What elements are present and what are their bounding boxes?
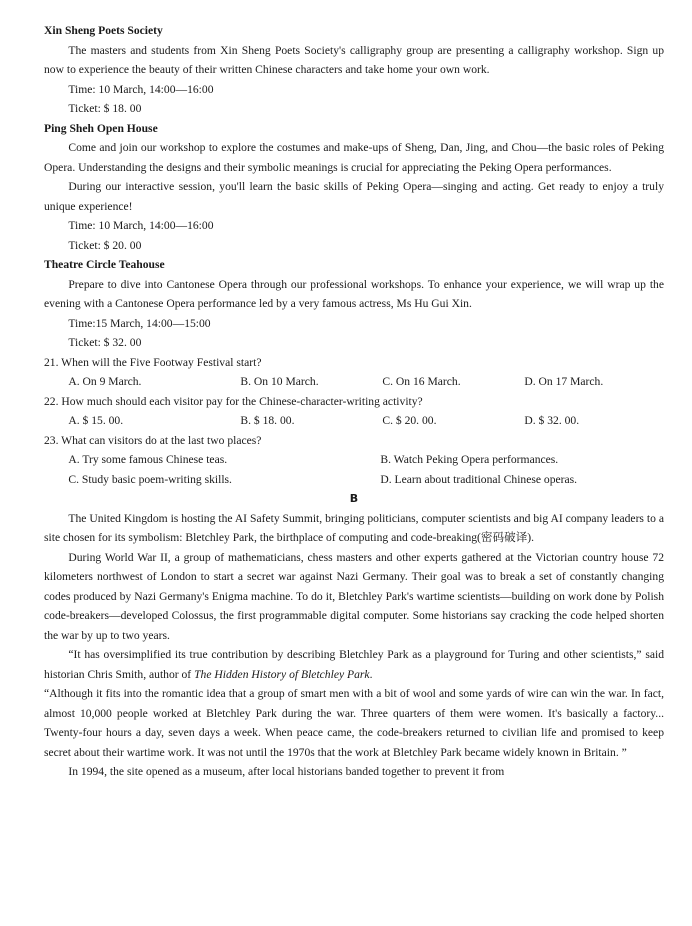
option: C. On 16 March.	[382, 375, 461, 388]
section-title: Ping Sheh Open House	[44, 121, 158, 135]
option: A. On 9 March.	[68, 375, 142, 388]
option: D. $ 32. 00.	[524, 414, 580, 427]
event-ticket: Ticket: $ 18. 00	[68, 102, 142, 115]
option: B. Watch Peking Opera performances.	[380, 453, 559, 466]
paragraph: The United Kingdom is hosting the AI Safety Summit, bringing politicians, computer scientists and big AI company leaders to a site chosen for its symbolism: Bletchley Park, the birthplace of computing and code-breaking(密码破译).	[44, 511, 664, 544]
option: B. On 10 March.	[240, 375, 319, 388]
question-options	[44, 372, 664, 392]
section-title: Xin Sheng Poets Society	[44, 24, 163, 37]
event-time: Time:15 March, 14:00—15:00	[68, 316, 211, 330]
quote-text: “It has oversimplified its true contribution by describing Bletchley Park as a playground for Turing and other scientists,” said historian Chris Smith, author of	[44, 648, 664, 681]
question-options	[44, 450, 664, 489]
event-time: Time: 10 March, 14:00—16:00	[68, 219, 214, 232]
option: B. $ 18. 00.	[240, 414, 295, 427]
option: C. $ 20. 00.	[382, 414, 437, 427]
paragraph: Prepare to dive into Cantonese Opera through our professional workshops. To enhance your experience, we will wrap up the evening with a Cantonese Opera performance led by a very famous actress, Ms Hu Gui Xin.	[44, 277, 664, 310]
question-stem: 22. How much should each visitor pay for the Chinese-character-writing activity?	[44, 394, 423, 408]
paragraph: The masters and students from Xin Sheng Poets Society's calligraphy group are presenting a calligraphy workshop. Sign up now to experience the beauty of their written Chinese characters and take home your own work.	[44, 43, 664, 76]
paragraph: “Although it fits into the romantic idea that a group of smart men with a bit of wool and some yards of wire can win the war. In fact, almost 10,000 people worked at Bletchley Park during the war. Three quarters of them were women. It's basically a factory... Twenty-four hours a day, seven days a week. When peace came, the code-breakers returned to civilian life and promised to keep secret about their wartime work. It was not until the 1970s that the work at Bletchley Park became widely known in Britain. ”	[44, 687, 664, 759]
question-options	[44, 411, 664, 431]
event-ticket: Ticket: $ 32. 00	[68, 336, 142, 349]
question-stem: 23. What can visitors do at the last two places?	[44, 433, 262, 447]
paragraph: In 1994, the site opened as a museum, after local historians banded together to prevent it from	[68, 765, 505, 778]
option: D. Learn about traditional Chinese operas.	[380, 472, 578, 486]
event-time: Time: 10 March, 14:00—16:00	[68, 82, 214, 96]
paragraph: During World War II, a group of mathematicians, chess masters and other experts gathered at the Victorian country house 72 kilometers northwest of London to start a secret war against Nazi Germany. Their goal was to break a set of constantly changing codes produced by Nazi Germany's Enigma machine. To do it, Bletchley Park's wartime scientists—building on work done by Polish code-breakers—developed Colossus, the first programmable digital computer. Some historians say cracking the code helped shorten the war by up to two years.	[44, 550, 664, 642]
option: A. Try some famous Chinese teas.	[68, 453, 228, 466]
paragraph: During our interactive session, you'll learn the basic skills of Peking Opera—singing and acting. Get ready to enjoy a truly unique experience!	[44, 180, 664, 213]
book-title: The Hidden History of Bletchley Park	[194, 667, 370, 681]
section-title: Theatre Circle Teahouse	[44, 258, 165, 271]
event-ticket: Ticket: $ 20. 00	[68, 238, 142, 252]
section-letter: B	[349, 492, 359, 505]
option: D. On 17 March.	[524, 375, 604, 388]
option: A. $ 15. 00.	[68, 414, 124, 427]
question-stem: 21. When will the Five Footway Festival start?	[44, 355, 262, 369]
option: C. Study basic poem-writing skills.	[68, 472, 232, 486]
paragraph: Come and join our workshop to explore the costumes and make-ups of Sheng, Dan, Jing, and Chou—the basic roles of Peking Opera. Understanding the designs and their symbolic meanings is crucial for appreciating the Peking Opera performances.	[44, 141, 664, 174]
quote-end: .	[369, 667, 373, 681]
paragraph-quote	[44, 645, 664, 684]
